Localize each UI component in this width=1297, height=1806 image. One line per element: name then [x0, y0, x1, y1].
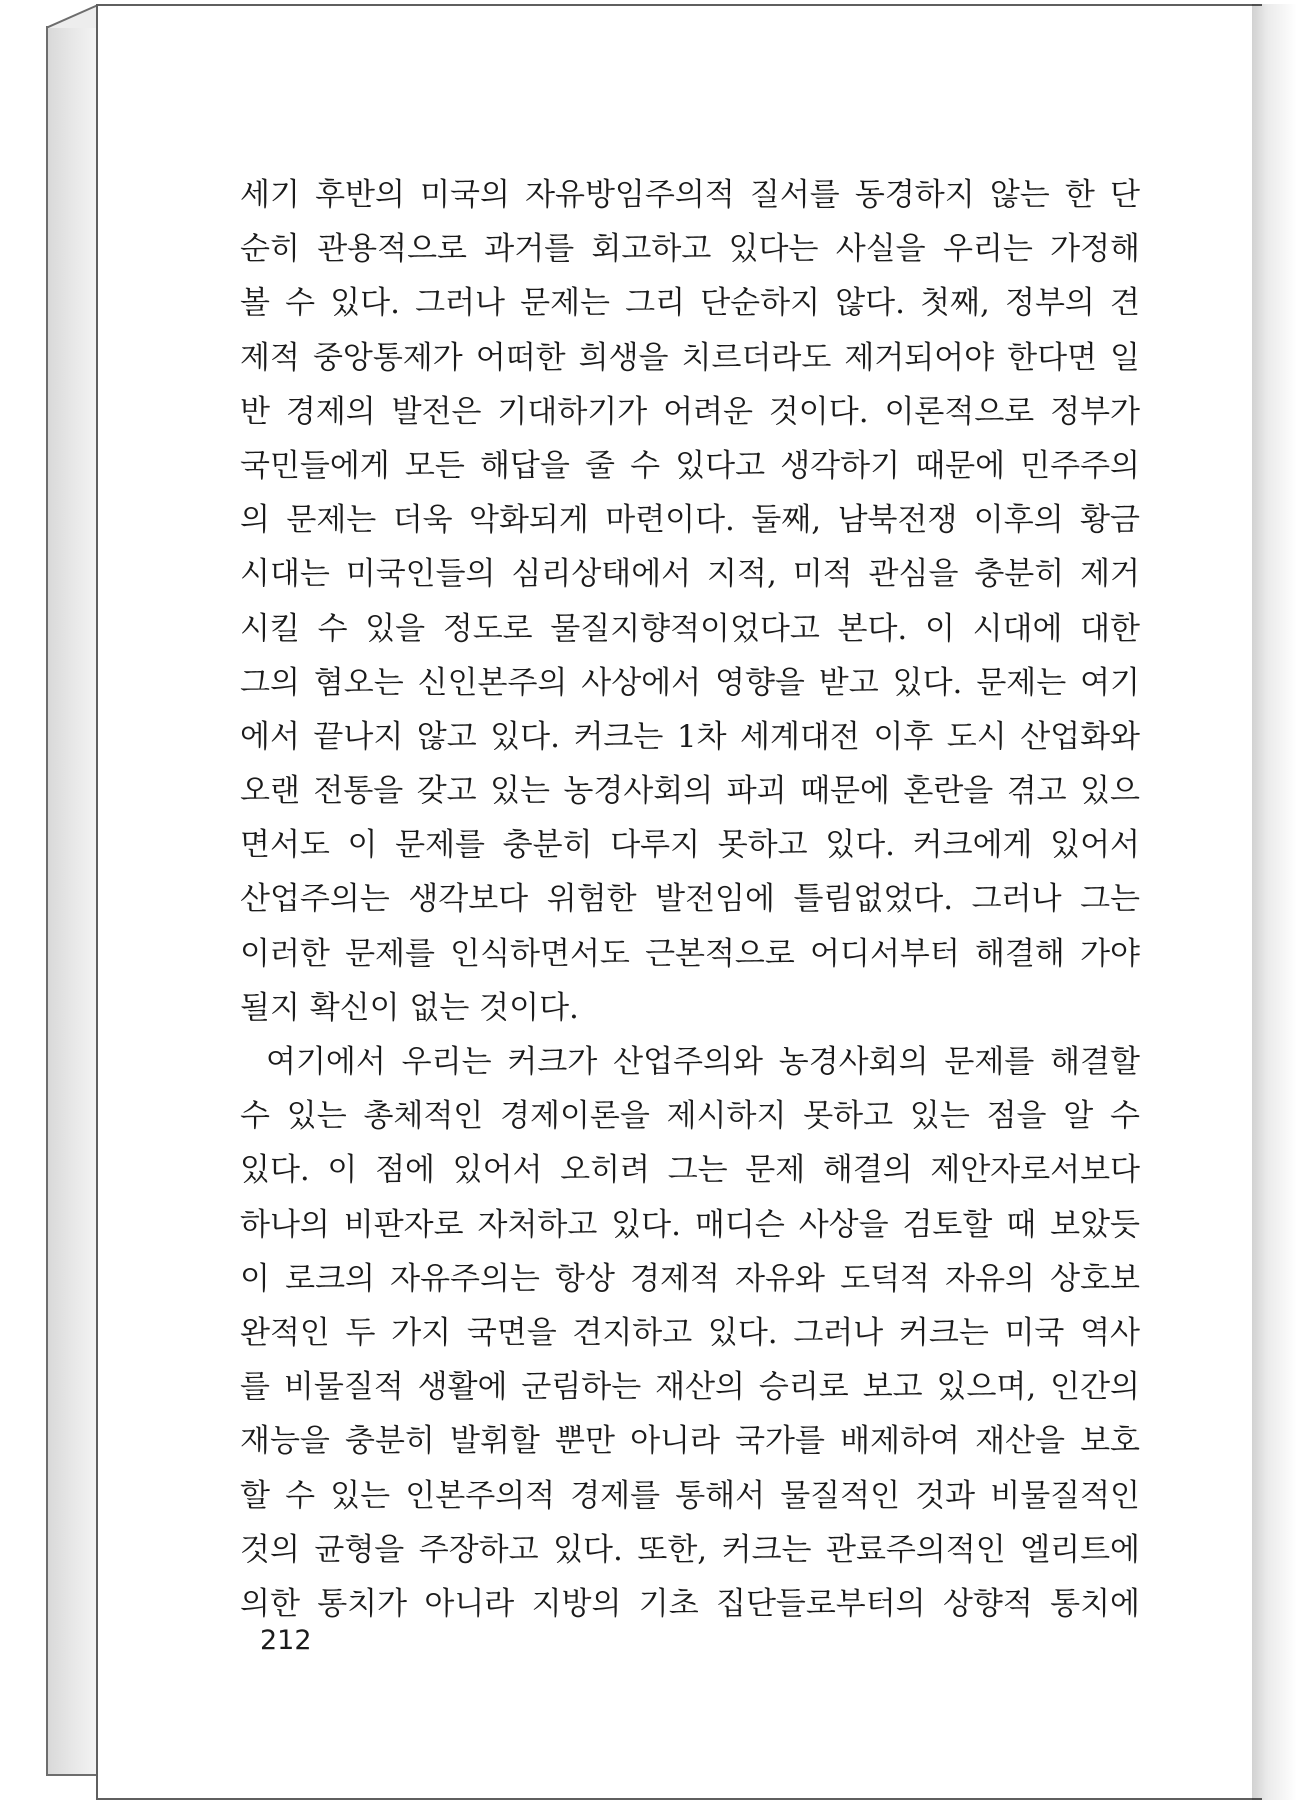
text-line: 재능을 충분히 발휘할 뿐만 아니라 국가를 배제하여 재산을 보호 [240, 1423, 1140, 1460]
text-line: 할 수 있는 인본주의적 경제를 통해서 물질적인 것과 비물질적인 [240, 1477, 1140, 1514]
text-line: 그의 혐오는 신인본주의 사상에서 영향을 받고 있다. 문제는 여기 [240, 664, 1140, 701]
text-line: 시킬 수 있을 정도로 물질지향적이었다고 본다. 이 시대에 대한 [240, 610, 1140, 647]
book-spine [46, 26, 98, 1776]
text-line: 제적 중앙통제가 어떠한 희생을 치르더라도 제거되어야 한다면 일 [240, 339, 1140, 376]
text-line: 하나의 비판자로 자처하고 있다. 매디슨 사상을 검토할 때 보았듯 [240, 1206, 1140, 1243]
text-line: 의한 통치가 아니라 지방의 기초 집단들로부터의 상향적 통치에 [240, 1585, 1140, 1622]
text-line: 면서도 이 문제를 충분히 다루지 못하고 있다. 커크에게 있어서 [240, 827, 1140, 864]
text-line: 에서 끝나지 않고 있다. 커크는 1차 세계대전 이후 도시 산업화와 [240, 718, 1140, 755]
text-line: 수 있는 총체적인 경제이론을 제시하지 못하고 있는 점을 알 수 [240, 1098, 1140, 1135]
text-line: 순히 관용적으로 과거를 회고하고 있다는 사실을 우리는 가정해 [240, 231, 1140, 268]
text-line: 오랜 전통을 갖고 있는 농경사회의 파괴 때문에 혼란을 겪고 있으 [240, 773, 1140, 810]
text-line: 국민들에게 모든 해답을 줄 수 있다고 생각하기 때문에 민주주의 [240, 447, 1140, 484]
text-line: 의 문제는 더욱 악화되게 마련이다. 둘째, 남북전쟁 이후의 황금 [240, 502, 1140, 539]
text-line: 있다. 이 점에 있어서 오히려 그는 문제 해결의 제안자로서보다 [240, 1152, 1140, 1189]
page-number: 212 [260, 1625, 312, 1656]
text-line: 산업주의는 생각보다 위험한 발전임에 틀림없었다. 그러나 그는 [240, 881, 1140, 918]
text-line: 볼 수 있다. 그러나 문제는 그리 단순하지 않다. 첫째, 정부의 견 [240, 285, 1140, 322]
book-spine-top [46, 4, 98, 28]
text-line: 완적인 두 가지 국면을 견지하고 있다. 그러나 커크는 미국 역사 [240, 1314, 1140, 1351]
text-line: 여기에서 우리는 커크가 산업주의와 농경사회의 문제를 해결할 [266, 1044, 1140, 1080]
text-line: 이러한 문제를 인식하면서도 근본적으로 어디서부터 해결해 가야 [240, 935, 1140, 972]
text-line: 를 비물질적 생활에 군림하는 재산의 승리로 보고 있으며, 인간의 [240, 1369, 1140, 1406]
text-line: 시대는 미국인들의 심리상태에서 지적, 미적 관심을 충분히 제거 [240, 556, 1140, 593]
body-text [240, 168, 1140, 1631]
text-line: 세기 후반의 미국의 자유방임주의적 질서를 동경하지 않는 한 단 [240, 177, 1140, 213]
page-edge-shadow [1252, 4, 1297, 1800]
text-line: 이 로크의 자유주의는 항상 경제적 자유와 도덕적 자유의 상호보 [240, 1260, 1140, 1297]
text-line: 될지 확신이 없는 것이다. [240, 989, 579, 1026]
text-line: 것의 균형을 주장하고 있다. 또한, 커크는 관료주의적인 엘리트에 [240, 1531, 1140, 1568]
text-line: 반 경제의 발전은 기대하기가 어려운 것이다. 이론적으로 정부가 [240, 393, 1140, 430]
